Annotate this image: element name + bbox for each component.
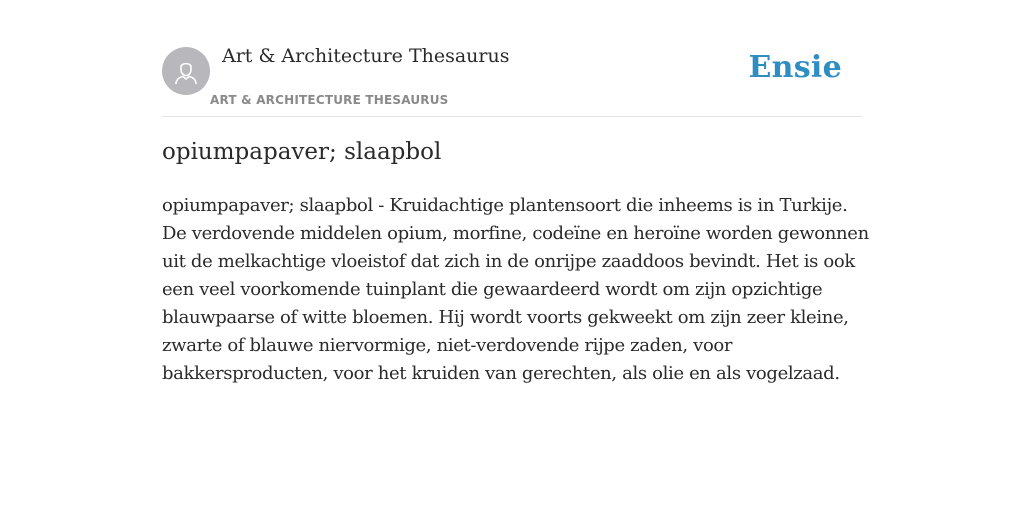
entry-header (162, 0, 862, 117)
entry-term: opiumpapaver; slaapbol (162, 139, 442, 165)
source-subtitle[interactable]: ART & ARCHITECTURE THESAURUS (210, 93, 449, 107)
entry-definition: opiumpapaver; slaapbol - Kruidachtige plantensoort die inheems is in Turkije. De verdovende middelen opium, morfine, codeïne en heroïne worden gewonnen uit de melkachtige vloeistof dat zich in de onrijpe zaaddoos bevindt. Het is ook een veel voorkomende tuinplant die gewaardeerd wordt om zijn opzichtige blauwpaarse of witte bloemen. Hij wordt voorts gekweekt om zijn zeer kleine, zwarte of blauwe niervormige, niet-verdovende rijpe zaden, voor bakkersproducten, voor het kruiden van gerechten, als olie en als vogelzaad. (162, 195, 869, 384)
brand-logo[interactable]: Ensie (748, 50, 842, 85)
user-silhouette-icon (172, 57, 200, 85)
avatar[interactable] (162, 47, 210, 95)
source-title[interactable]: Art & Architecture Thesaurus (222, 45, 510, 67)
